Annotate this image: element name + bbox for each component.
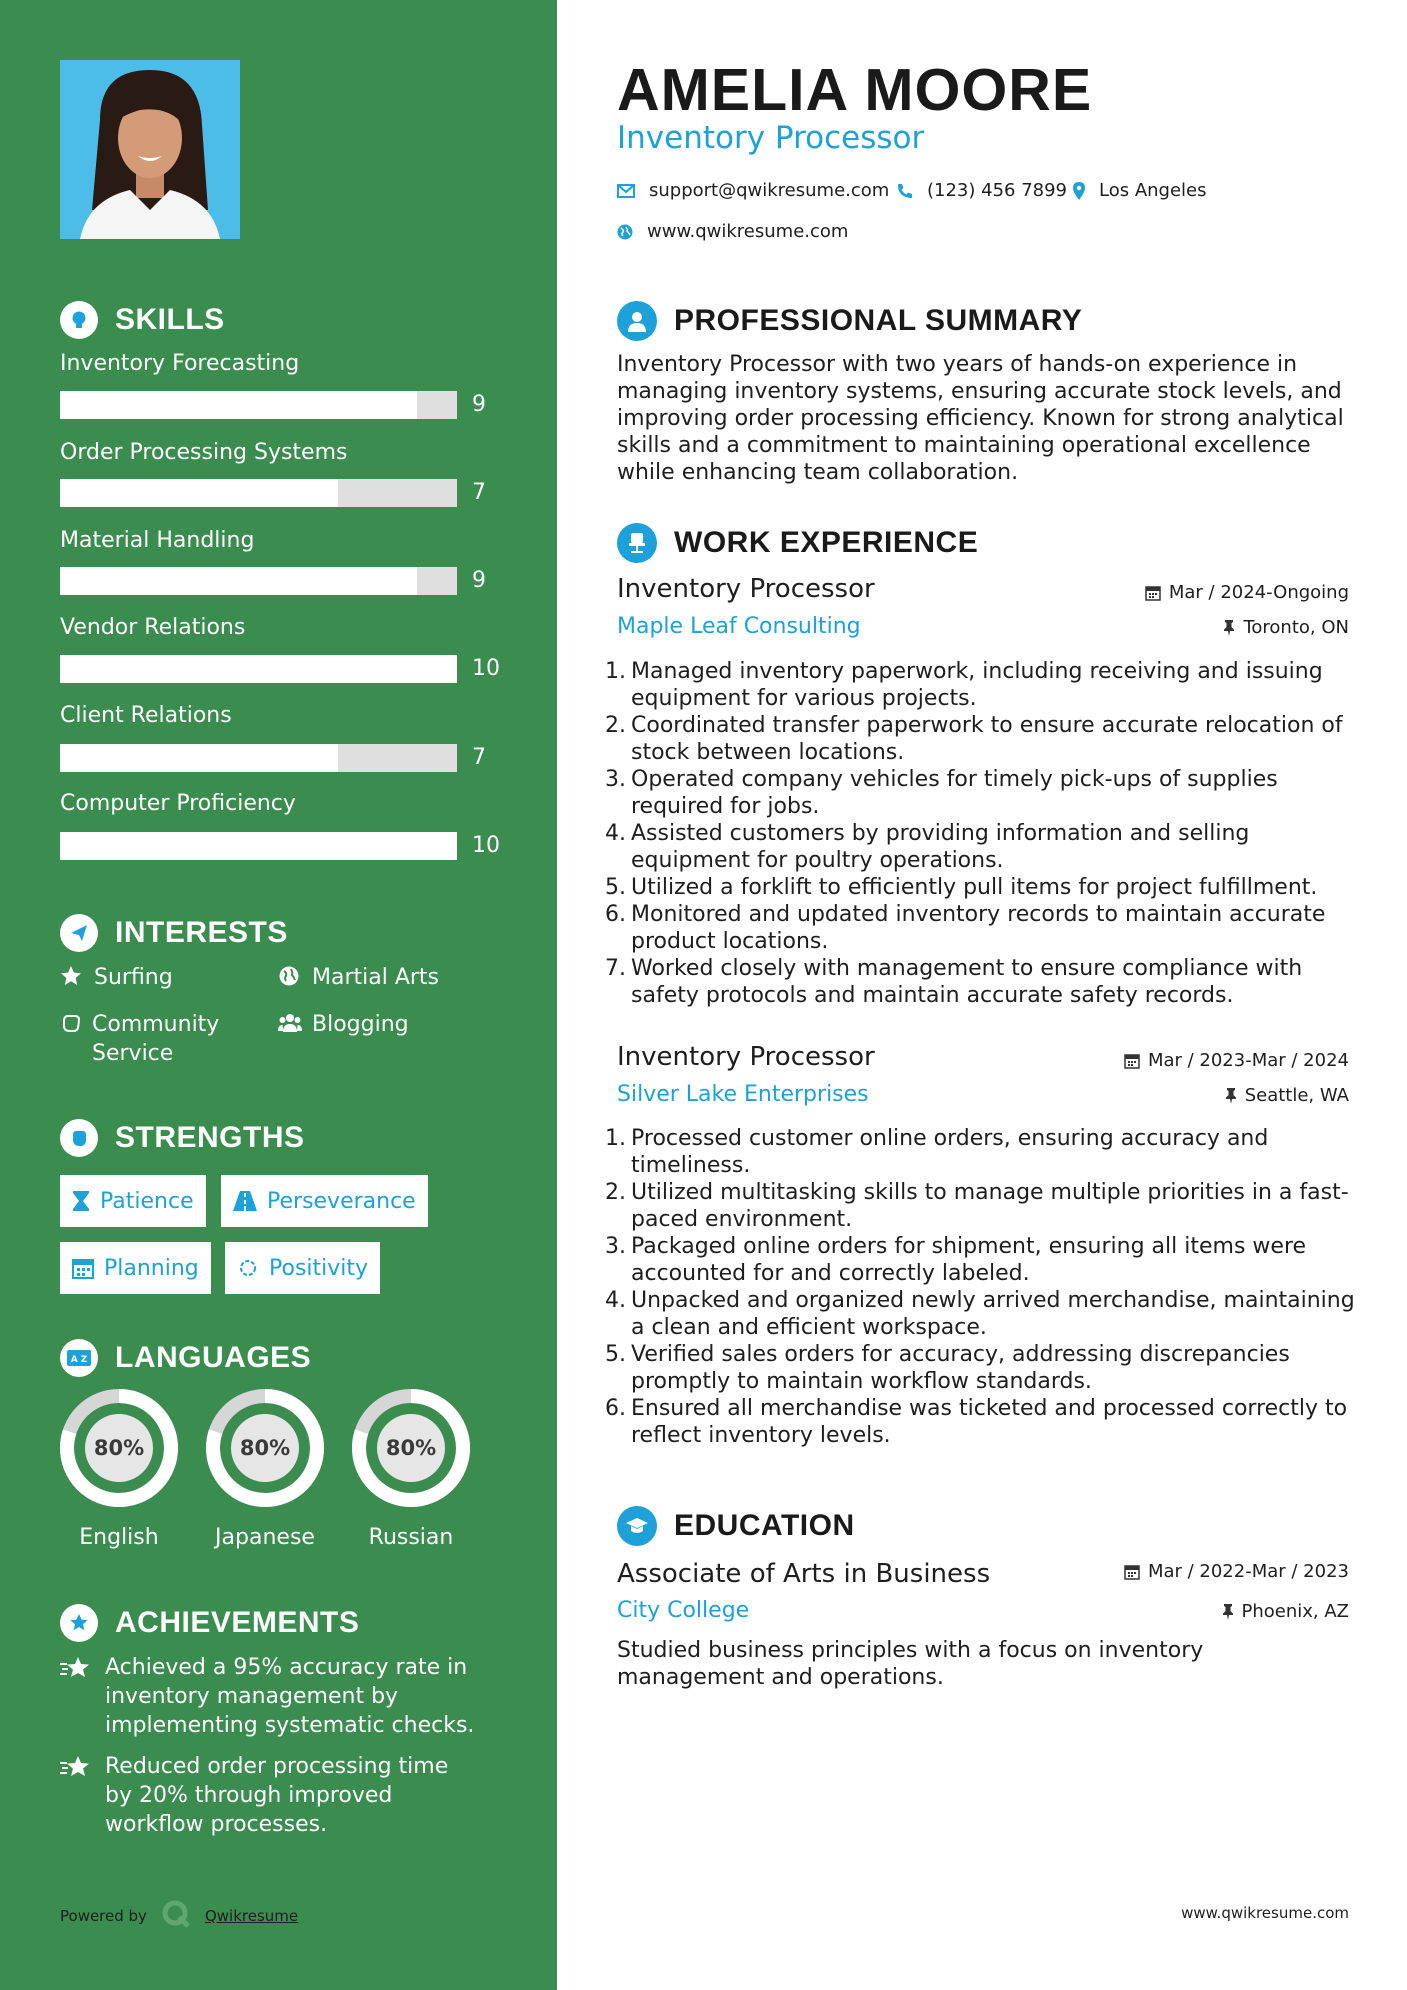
candidate-name: AMELIA MOORE bbox=[617, 57, 1093, 123]
skill-value: 7 bbox=[472, 745, 486, 770]
language-gauge bbox=[58, 1387, 180, 1509]
skill-value: 9 bbox=[472, 568, 486, 593]
graduation-cap-icon bbox=[617, 1506, 657, 1546]
pushpin-icon bbox=[1222, 1604, 1234, 1620]
strength-tag: Planning bbox=[60, 1242, 211, 1294]
job-title: Inventory Processor bbox=[617, 574, 875, 604]
calendar-icon bbox=[1145, 585, 1161, 601]
education-school: City College bbox=[617, 1598, 750, 1623]
skill-bar bbox=[60, 567, 457, 595]
profile-photo bbox=[60, 60, 240, 239]
hourglass-icon bbox=[72, 1190, 90, 1212]
education-location: Phoenix, AZ bbox=[1222, 1601, 1350, 1622]
languages-heading: A Z LANGUAGES bbox=[60, 1339, 311, 1377]
fist-icon bbox=[60, 1119, 98, 1157]
contact-phone: (123) 456 7899 bbox=[897, 180, 1067, 201]
list-item: 2. Utilized multitasking skills to manage multiple priorities in a fast-paced environment. bbox=[605, 1180, 1349, 1232]
interest-item: Martial Arts bbox=[278, 963, 439, 995]
list-item: 3. Operated company vehicles for timely pick-ups of supplies required for jobs. bbox=[605, 767, 1278, 819]
skill-bar-fill bbox=[60, 744, 338, 772]
calendar-icon bbox=[1124, 1564, 1140, 1580]
star-trophy-icon bbox=[60, 1752, 94, 1839]
job-dates: Mar / 2023-Mar / 2024 bbox=[1124, 1050, 1349, 1071]
skill-label: Computer Proficiency bbox=[60, 791, 296, 816]
skill-value: 10 bbox=[472, 656, 500, 681]
contact-email bbox=[617, 180, 889, 201]
list-item: 4. Unpacked and organized newly arrived merchandise, maintaining a clean and efficient workspace. bbox=[605, 1288, 1355, 1340]
calendar-icon bbox=[72, 1257, 94, 1279]
list-item: 7. Worked closely with management to ensure compliance with safety protocols and maintain accurate safety records. bbox=[605, 956, 1303, 1008]
job-company: Maple Leaf Consulting bbox=[617, 614, 861, 639]
strength-tag: Perseverance bbox=[221, 1175, 428, 1227]
skill-bar-fill bbox=[60, 655, 457, 683]
education-description: Studied business principles with a focus on inventory management and operations. bbox=[617, 1638, 1204, 1690]
skill-bar bbox=[60, 832, 457, 860]
language-name: English bbox=[79, 1525, 159, 1550]
skill-bar-fill bbox=[60, 832, 457, 860]
envelope-icon bbox=[617, 184, 635, 198]
skill-bar bbox=[60, 744, 457, 772]
skill-bar-fill bbox=[60, 479, 338, 507]
job-company: Silver Lake Enterprises bbox=[617, 1082, 869, 1107]
job-bullets bbox=[605, 658, 1357, 1009]
skill-value: 7 bbox=[472, 480, 486, 505]
education-heading: EDUCATION bbox=[617, 1506, 855, 1546]
gauge-label: 80% bbox=[385, 1436, 437, 1460]
road-icon bbox=[233, 1191, 257, 1211]
contact-website bbox=[617, 221, 848, 242]
list-item: 1. Processed customer online orders, ensuring accuracy and timeliness. bbox=[605, 1126, 1269, 1178]
job-location: Toronto, ON bbox=[1223, 617, 1349, 638]
interests-heading: INTERESTS bbox=[60, 914, 288, 952]
strengths-heading: STRENGTHS bbox=[60, 1119, 305, 1157]
interest-item: Community Service bbox=[60, 1010, 260, 1068]
education-degree: Associate of Arts in Business bbox=[617, 1559, 991, 1589]
language-gauge bbox=[204, 1387, 326, 1509]
skill-label: Vendor Relations bbox=[60, 615, 246, 640]
list-item: 6. Monitored and updated inventory records to maintain accurate product locations. bbox=[605, 902, 1326, 954]
sun-icon bbox=[237, 1257, 259, 1279]
user-icon bbox=[617, 301, 657, 341]
candidate-role: Inventory Processor bbox=[617, 120, 925, 156]
language-name: Russian bbox=[368, 1525, 454, 1550]
skill-bar bbox=[60, 655, 457, 683]
pushpin-icon bbox=[1223, 620, 1235, 636]
gauge-label: 80% bbox=[93, 1436, 145, 1460]
svg-text:A Z: A Z bbox=[70, 1355, 88, 1365]
interest-item: Blogging bbox=[278, 1010, 409, 1042]
skill-label: Material Handling bbox=[60, 528, 255, 553]
skill-bar-fill bbox=[60, 567, 417, 595]
hand-icon bbox=[60, 1010, 82, 1042]
qwikresume-logo-icon bbox=[161, 1899, 191, 1933]
achievement-item: Reduced order processing time by 20% through improved workflow processes. bbox=[60, 1752, 480, 1839]
skills-heading: SKILLS bbox=[60, 301, 225, 339]
footer-url[interactable]: www.qwikresume.com bbox=[1181, 1904, 1349, 1922]
interest-item: Surfing bbox=[60, 963, 173, 995]
achievement-item: Achieved a 95% accuracy rate in inventory management by implementing systematic checks. bbox=[60, 1653, 480, 1740]
language-item bbox=[58, 1387, 180, 1550]
users-icon bbox=[278, 1010, 302, 1042]
contact-location: Los Angeles bbox=[1073, 180, 1207, 201]
paper-plane-icon bbox=[60, 914, 98, 952]
calendar-icon bbox=[1124, 1053, 1140, 1069]
star-trophy-icon bbox=[60, 1653, 94, 1740]
experience-heading: WORK EXPERIENCE bbox=[617, 523, 978, 563]
star-icon bbox=[60, 963, 84, 995]
powered-by: Powered by Qwikresume bbox=[60, 1899, 298, 1933]
skill-bar bbox=[60, 479, 457, 507]
pushpin-icon bbox=[1225, 1088, 1237, 1104]
skill-value: 9 bbox=[472, 392, 486, 417]
achievements-heading: ACHIEVEMENTS bbox=[60, 1604, 359, 1642]
skill-bar bbox=[60, 391, 457, 419]
list-item: 3. Packaged online orders for shipment, ensuring all items were accounted for and correctly labeled. bbox=[605, 1234, 1307, 1286]
skill-label: Inventory Forecasting bbox=[60, 351, 300, 376]
strength-tag: Patience bbox=[60, 1175, 206, 1227]
job-dates: Mar / 2024-Ongoing bbox=[1145, 582, 1349, 603]
skill-bar-fill bbox=[60, 391, 417, 419]
award-icon bbox=[60, 1604, 98, 1642]
website-link[interactable]: www.qwikresume.com bbox=[647, 221, 849, 242]
language-item bbox=[204, 1387, 326, 1550]
list-item: 4. Assisted customers by providing information and selling equipment for poultry operations. bbox=[605, 821, 1250, 873]
globe-icon bbox=[617, 224, 633, 240]
skill-label: Order Processing Systems bbox=[60, 440, 348, 465]
list-item: 2. Coordinated transfer paperwork to ensure accurate relocation of stock between locations. bbox=[605, 713, 1343, 765]
lightbulb-icon bbox=[60, 301, 98, 339]
education-dates: Mar / 2022-Mar / 2023 bbox=[1124, 1561, 1349, 1582]
gauge-label: 80% bbox=[239, 1436, 291, 1460]
list-item: 5. Utilized a forklift to efficiently pull items for project fulfillment. bbox=[605, 875, 1318, 900]
job-title: Inventory Processor bbox=[617, 1042, 875, 1072]
language-item bbox=[350, 1387, 472, 1550]
list-item: 5. Verified sales orders for accuracy, addressing discrepancies promptly to maintain workflow standards. bbox=[605, 1342, 1290, 1394]
map-pin-icon bbox=[1073, 182, 1085, 200]
email-link[interactable]: support@qwikresume.com bbox=[649, 180, 890, 201]
sidebar bbox=[0, 0, 557, 1990]
office-chair-icon bbox=[617, 523, 657, 563]
list-item: 1. Managed inventory paperwork, including receiving and issuing equipment for various projects. bbox=[605, 659, 1323, 711]
phone-icon bbox=[897, 183, 913, 199]
job-bullets bbox=[605, 1125, 1357, 1449]
language-gauge bbox=[350, 1387, 472, 1509]
job-location: Seattle, WA bbox=[1225, 1085, 1349, 1106]
list-item: 6. Ensured all merchandise was ticketed and processed correctly to reflect inventory levels. bbox=[605, 1396, 1348, 1448]
skill-value: 10 bbox=[472, 833, 500, 858]
skill-label: Client Relations bbox=[60, 703, 232, 728]
language-name: Japanese bbox=[215, 1525, 315, 1550]
strength-tag: Positivity bbox=[225, 1242, 380, 1294]
qwikresume-link[interactable]: Qwikresume bbox=[204, 1907, 299, 1925]
summary-text: Inventory Processor with two years of hands-on experience in managing inventory systems, ensuring accurate stock levels, and improving order processing efficiency. Known for strong analytical skills and a commitment to maintaining operational excellence while enhancing team collaboration. bbox=[617, 352, 1344, 485]
summary-heading: PROFESSIONAL SUMMARY bbox=[617, 301, 1082, 341]
globe-icon bbox=[278, 963, 302, 995]
language-icon bbox=[60, 1339, 98, 1377]
